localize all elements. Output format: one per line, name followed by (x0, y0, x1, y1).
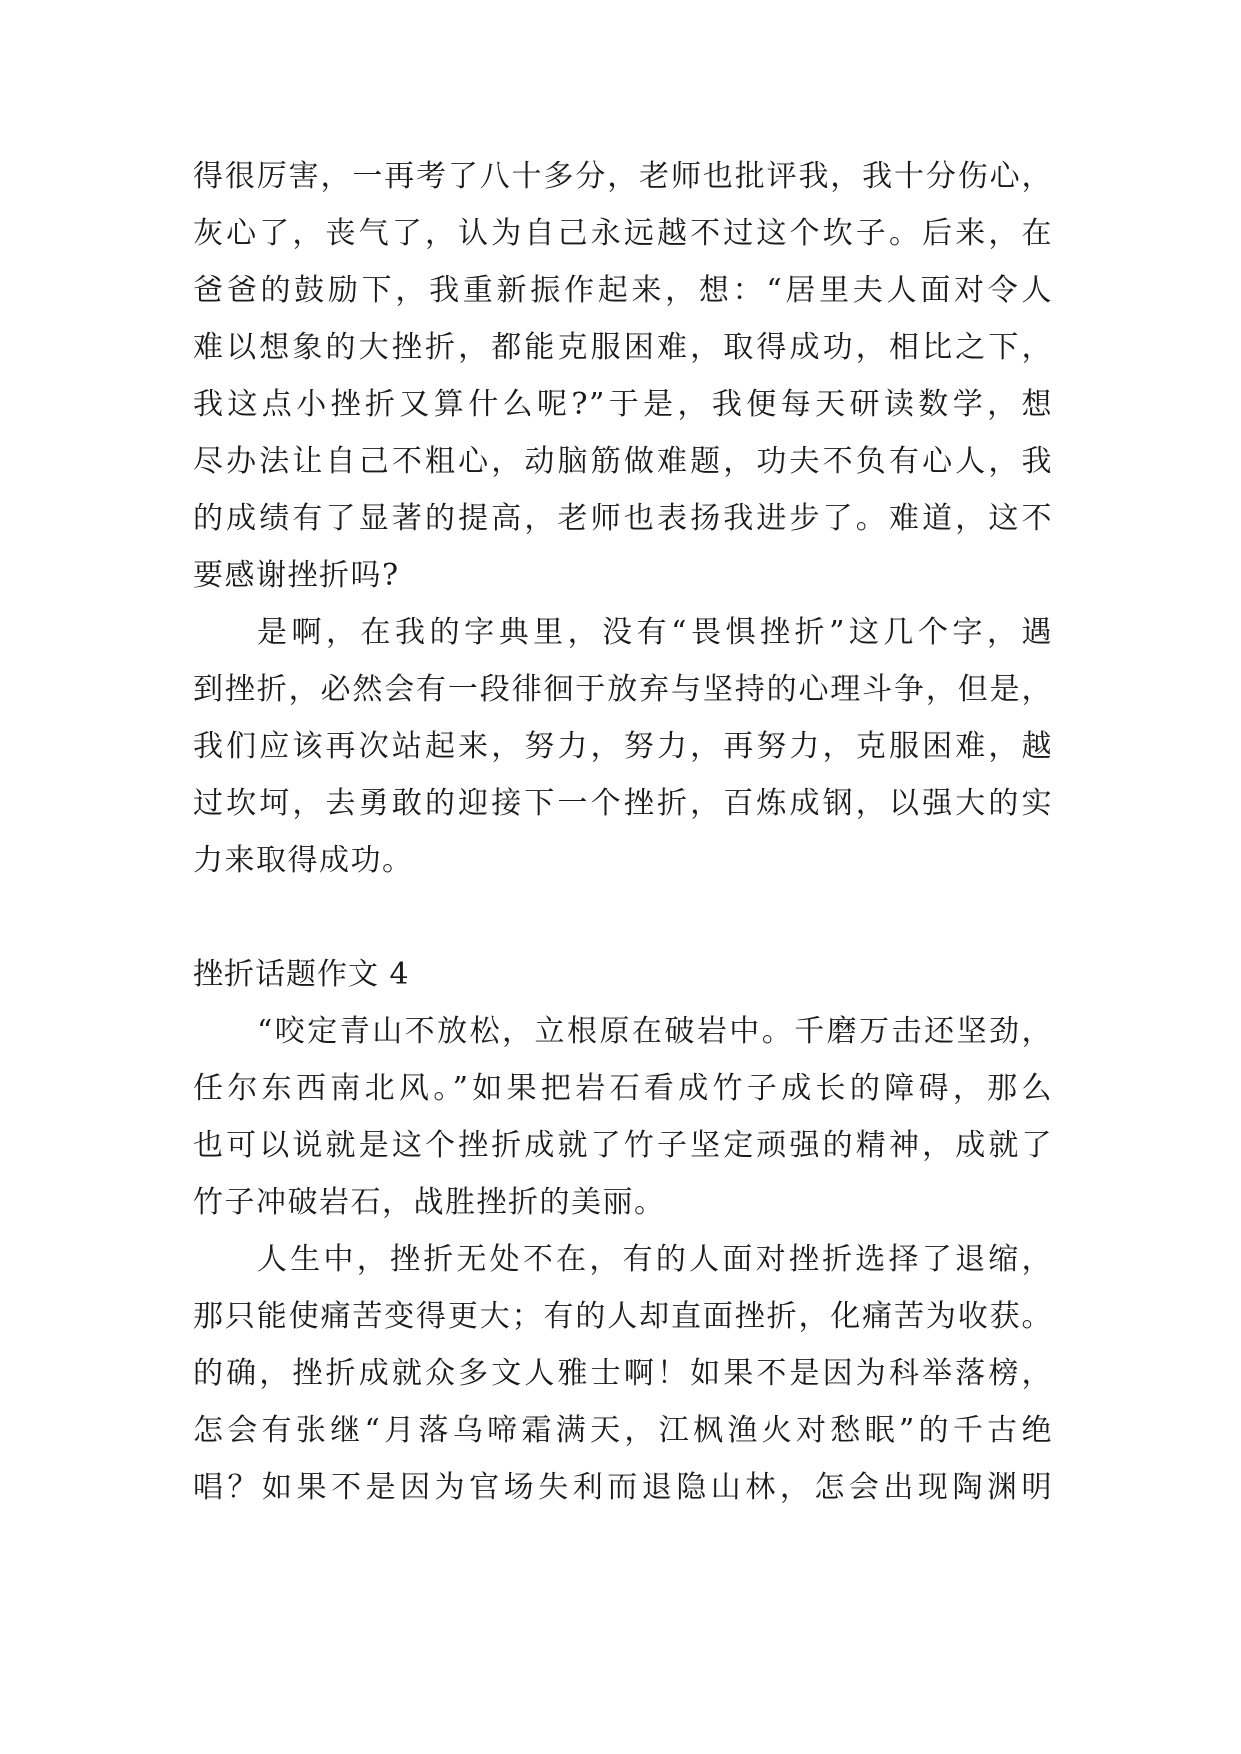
text-line: 的成绩有了显著的提高，老师也表扬我进步了。难道，这不 (193, 501, 1053, 536)
text-line: 要感谢挫折吗? (193, 558, 400, 593)
text-line: 竹子冲破岩石，战胜挫折的美丽。 (193, 1185, 666, 1220)
text-line: 是啊，在我的字典里，没有“畏惧挫折”这几个字，遇 (257, 615, 1053, 650)
paragraph (193, 148, 1053, 604)
text-line: 得很厉害，一再考了八十多分，老师也批评我，我十分伤心， (193, 159, 1053, 194)
text-line: 也可以说就是这个挫折成就了竹子坚定顽强的精神，成就了 (193, 1128, 1053, 1163)
paragraph (193, 604, 1053, 889)
text-line: 过坎坷，去勇敢的迎接下一个挫折，百炼成钢，以强大的实 (193, 786, 1053, 821)
section-spacer (193, 889, 1053, 946)
text-line: 人生中，挫折无处不在，有的人面对挫折选择了退缩， (257, 1242, 1053, 1277)
text-line: 我们应该再次站起来，努力，努力，再努力，克服困难，越 (193, 729, 1053, 764)
paragraph (193, 1231, 1053, 1516)
text-line: 灰心了，丧气了，认为自己永远越不过这个坎子。后来，在 (193, 216, 1053, 251)
text-line: 任尔东西南北风。”如果把岩石看成竹子成长的障碍，那么 (193, 1071, 1053, 1106)
text-line: 那只能使痛苦变得更大；有的人却直面挫折，化痛苦为收获。 (193, 1299, 1053, 1334)
text-line: 到挫折，必然会有一段徘徊于放弃与坚持的心理斗争，但是， (193, 672, 1053, 707)
text-line: 力来取得成功。 (193, 843, 414, 878)
text-line: 爸爸的鼓励下，我重新振作起来，想：“居里夫人面对令人 (193, 273, 1053, 308)
paragraph (193, 1003, 1053, 1231)
text-line: “咬定青山不放松，立根原在破岩中。千磨万击还坚劲， (257, 1014, 1053, 1049)
text-line: 怎会有张继“月落乌啼霜满天，江枫渔火对愁眠”的千古绝 (193, 1413, 1053, 1448)
section-heading: 挫折话题作文 4 (193, 957, 410, 992)
text-line: 难以想象的大挫折，都能克服困难，取得成功，相比之下， (193, 330, 1053, 365)
text-line: 我这点小挫折又算什么呢?”于是，我便每天研读数学，想 (193, 387, 1053, 422)
text-line: 的确，挫折成就众多文人雅士啊！如果不是因为科举落榜， (193, 1356, 1053, 1391)
text-line: 尽办法让自己不粗心，动脑筋做难题，功夫不负有心人，我 (193, 444, 1053, 479)
text-line: 唱？如果不是因为官场失利而退隐山林，怎会出现陶渊明 (193, 1470, 1053, 1505)
document-body (193, 148, 1053, 1516)
